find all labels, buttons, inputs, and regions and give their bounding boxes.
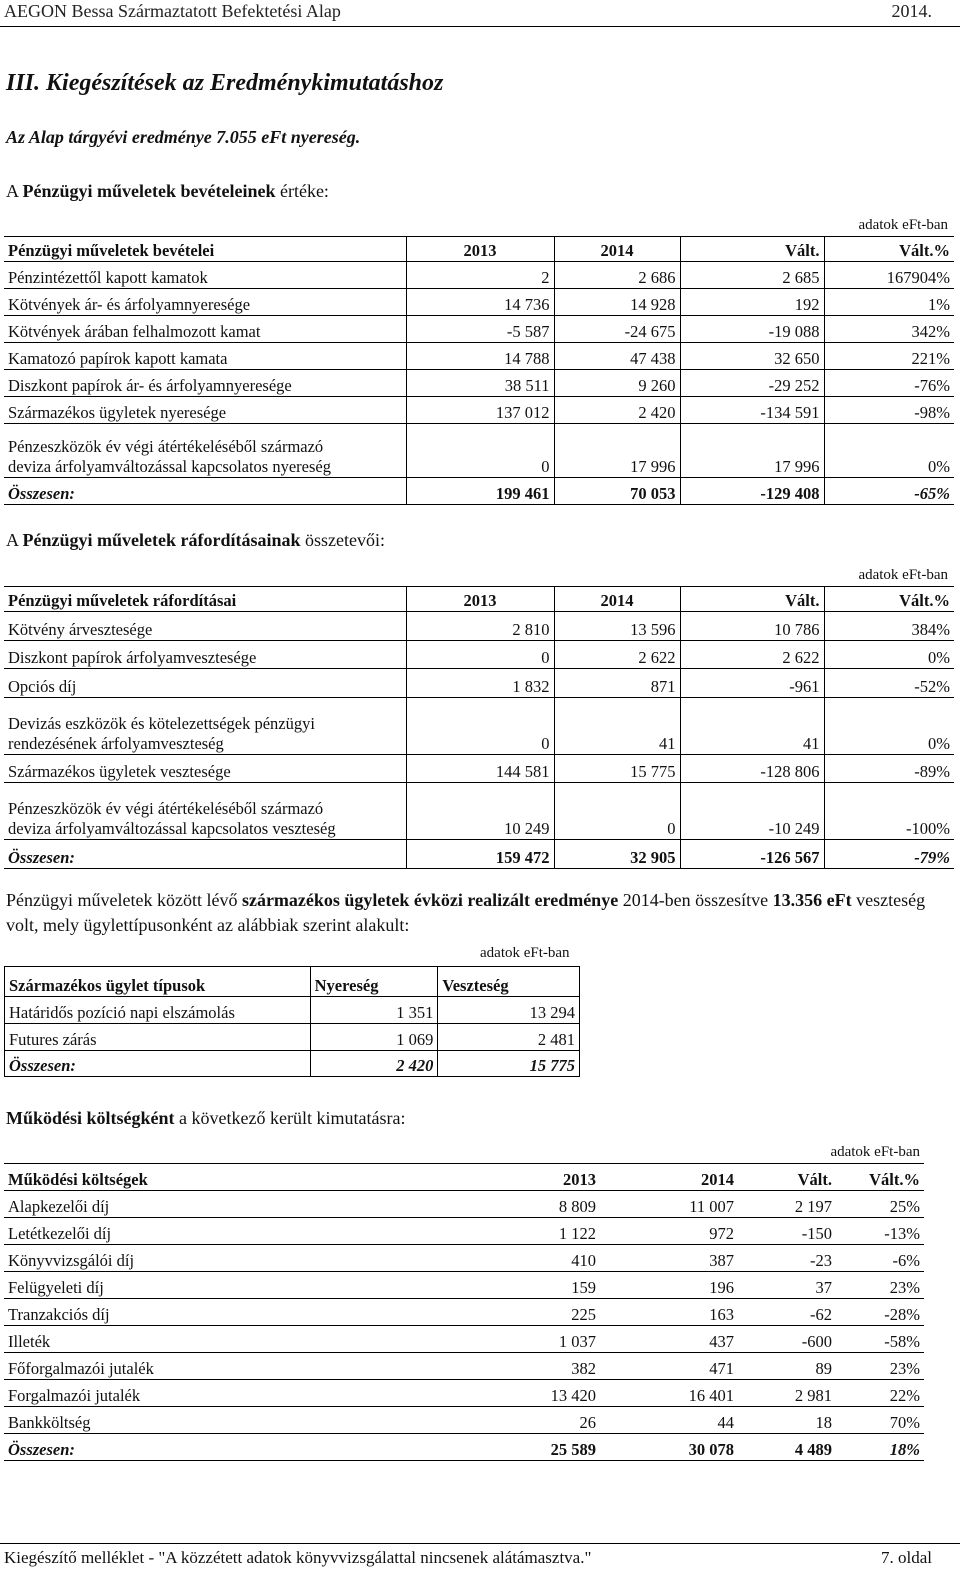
income-cell: 47 438 bbox=[554, 343, 680, 370]
income-table bbox=[4, 236, 954, 505]
expense-cell: 871 bbox=[554, 669, 680, 698]
income-row-label bbox=[4, 316, 406, 343]
expense-cell: -10 249 bbox=[680, 783, 824, 840]
income-cell: 2 420 bbox=[554, 397, 680, 424]
opex-row bbox=[4, 1299, 924, 1326]
expense-intro-post: összetevői: bbox=[300, 530, 385, 550]
income-intro-bold: Pénzügyi műveletek bevételeinek bbox=[22, 181, 276, 201]
opex-total-label: Összesen: bbox=[4, 1434, 484, 1461]
expense-total-cell: 32 905 bbox=[554, 840, 680, 869]
footer-page-number: 7. oldal bbox=[881, 1548, 932, 1567]
derivatives-row bbox=[5, 997, 580, 1024]
expense-row bbox=[4, 783, 954, 840]
expense-cell: 2 622 bbox=[554, 640, 680, 669]
opex-cell: 196 bbox=[600, 1272, 738, 1299]
row-label-text: Pénzeszközök év végi átértékeléséből származó bbox=[8, 437, 324, 456]
expense-col-header: 2013 bbox=[406, 587, 554, 612]
income-intro-pre: A bbox=[6, 181, 23, 201]
expense-cell: 1 832 bbox=[406, 669, 554, 698]
expense-col-header: 2014 bbox=[554, 587, 680, 612]
opex-col-header: 2013 bbox=[484, 1164, 600, 1191]
income-cell: 0 bbox=[406, 424, 554, 478]
expense-row bbox=[4, 697, 954, 754]
opex-cell: 25% bbox=[836, 1191, 924, 1218]
derivatives-total-cell: 15 775 bbox=[438, 1051, 580, 1077]
expense-cell: 0 bbox=[554, 783, 680, 840]
footer-note: Kiegészítő melléklet - "A közzétett adatok könyvvizsgálattal nincsenek alátámasztva." bbox=[4, 1548, 592, 1567]
row-label-text-2: rendezésének árfolyamveszteség bbox=[8, 733, 224, 753]
derivatives-cell: 13 294 bbox=[438, 997, 580, 1024]
opex-total-row bbox=[4, 1434, 924, 1461]
opex-total-cell: 30 078 bbox=[600, 1434, 738, 1461]
income-cell: -5 587 bbox=[406, 316, 554, 343]
income-row bbox=[4, 370, 954, 397]
expense-intro bbox=[6, 530, 385, 551]
row-label-text: Diszkont papírok árfolyamvesztesége bbox=[8, 648, 257, 667]
income-cell: 32 650 bbox=[680, 343, 824, 370]
income-intro bbox=[6, 181, 329, 202]
income-col-header: 2014 bbox=[554, 237, 680, 262]
income-cell: -76% bbox=[824, 370, 954, 397]
opex-row bbox=[4, 1245, 924, 1272]
income-cell: 221% bbox=[824, 343, 954, 370]
opex-cell: 972 bbox=[600, 1218, 738, 1245]
expense-total-row bbox=[4, 840, 954, 869]
row-label-text: Forgalmazói jutalék bbox=[8, 1386, 141, 1405]
expense-cell: 41 bbox=[554, 697, 680, 754]
expense-total-cell: -79% bbox=[824, 840, 954, 869]
row-label-text: Pénzeszközök év végi átértékeléséből származó bbox=[8, 799, 324, 818]
income-total-cell: 70 053 bbox=[554, 478, 680, 505]
income-cell: -19 088 bbox=[680, 316, 824, 343]
derivatives-cell: 1 069 bbox=[310, 1024, 438, 1051]
income-col-header: Vált. bbox=[680, 237, 824, 262]
expense-cell: 15 775 bbox=[554, 754, 680, 783]
opex-cell: 1 122 bbox=[484, 1218, 600, 1245]
income-cell: 14 788 bbox=[406, 343, 554, 370]
derivatives-total-label: Összesen: bbox=[5, 1051, 311, 1077]
income-cell: 2 686 bbox=[554, 262, 680, 289]
opex-cell: 410 bbox=[484, 1245, 600, 1272]
income-cell: 2 685 bbox=[680, 262, 824, 289]
opex-col-header: Működési költségek bbox=[4, 1164, 484, 1191]
income-cell: 0% bbox=[824, 424, 954, 478]
row-label-text: Kötvények árában felhalmozott kamat bbox=[8, 322, 261, 341]
expense-row-label bbox=[4, 697, 406, 754]
expense-cell: -100% bbox=[824, 783, 954, 840]
opex-row bbox=[4, 1326, 924, 1353]
expense-cell: 0% bbox=[824, 697, 954, 754]
income-cell: 2 bbox=[406, 262, 554, 289]
income-cell: 192 bbox=[680, 289, 824, 316]
row-label-text: Alapkezelői díj bbox=[8, 1197, 110, 1216]
page-header bbox=[0, 0, 960, 27]
derivatives-header-row bbox=[5, 967, 580, 997]
expense-cell: -128 806 bbox=[680, 754, 824, 783]
expense-row-label bbox=[4, 754, 406, 783]
expense-cell: 0% bbox=[824, 640, 954, 669]
income-row bbox=[4, 397, 954, 424]
derivative-paragraph bbox=[6, 888, 950, 938]
income-intro-post: értéke: bbox=[275, 181, 329, 201]
expense-col-header: Pénzügyi műveletek ráfordításai bbox=[4, 587, 406, 612]
opex-cell: 16 401 bbox=[600, 1380, 738, 1407]
section-title: III. Kiegészítések az Eredménykimutatáshoz bbox=[6, 70, 444, 96]
opex-cell: -6% bbox=[836, 1245, 924, 1272]
income-cell: 14 928 bbox=[554, 289, 680, 316]
expense-row-label bbox=[4, 640, 406, 669]
row-label-text: Devizás eszközök és kötelezettségek pénzügyi bbox=[8, 713, 315, 733]
derivatives-col-header: Származékos ügylet típusok bbox=[5, 967, 311, 997]
row-label-text: Diszkont papírok ár- és árfolyamnyeresége bbox=[8, 376, 292, 395]
row-label-text: Illeték bbox=[8, 1332, 51, 1351]
expense-header-row bbox=[4, 587, 954, 612]
opex-row bbox=[4, 1380, 924, 1407]
opex-total-cell: 4 489 bbox=[738, 1434, 836, 1461]
opex-cell: 225 bbox=[484, 1299, 600, 1326]
income-cell: 17 996 bbox=[680, 424, 824, 478]
expense-cell: 0 bbox=[406, 697, 554, 754]
derivatives-row-label: Futures zárás bbox=[5, 1024, 311, 1051]
opex-row bbox=[4, 1272, 924, 1299]
derivatives-row bbox=[5, 1024, 580, 1051]
income-col-header: 2013 bbox=[406, 237, 554, 262]
income-cell: 14 736 bbox=[406, 289, 554, 316]
income-row bbox=[4, 424, 954, 478]
opex-cell: 387 bbox=[600, 1245, 738, 1272]
opex-cell: 89 bbox=[738, 1353, 836, 1380]
opex-table bbox=[4, 1163, 924, 1461]
expense-row-label bbox=[4, 612, 406, 641]
income-row-label bbox=[4, 370, 406, 397]
income-cell: 137 012 bbox=[406, 397, 554, 424]
opex-cell: -62 bbox=[738, 1299, 836, 1326]
row-label-text: Kötvény árvesztesége bbox=[8, 619, 153, 639]
expense-cell: 13 596 bbox=[554, 612, 680, 641]
expense-cell: 384% bbox=[824, 612, 954, 641]
opex-intro bbox=[6, 1108, 405, 1129]
opex-row bbox=[4, 1407, 924, 1434]
derivatives-col-header: Veszteség bbox=[438, 967, 580, 997]
income-total-label: Összesen: bbox=[4, 478, 406, 505]
opex-cell: 2 197 bbox=[738, 1191, 836, 1218]
expense-total-label: Összesen: bbox=[4, 840, 406, 869]
row-label-text: Opciós díj bbox=[8, 676, 77, 696]
opex-cell: 382 bbox=[484, 1353, 600, 1380]
opex-header-row bbox=[4, 1164, 924, 1191]
expense-cell: -52% bbox=[824, 669, 954, 698]
opex-intro-bold: Működési költségként bbox=[6, 1108, 175, 1128]
expense-table bbox=[4, 586, 954, 869]
income-cell: 17 996 bbox=[554, 424, 680, 478]
income-col-header: Pénzügyi műveletek bevételei bbox=[4, 237, 406, 262]
opex-cell: -150 bbox=[738, 1218, 836, 1245]
opex-cell: 437 bbox=[600, 1326, 738, 1353]
opex-cell: -28% bbox=[836, 1299, 924, 1326]
income-total-cell: -65% bbox=[824, 478, 954, 505]
opex-cell: 18 bbox=[738, 1407, 836, 1434]
income-row bbox=[4, 343, 954, 370]
row-label-text: Letétkezelői díj bbox=[8, 1224, 112, 1243]
income-cell: 167904% bbox=[824, 262, 954, 289]
opex-cell: 37 bbox=[738, 1272, 836, 1299]
derivatives-total-cell: 2 420 bbox=[310, 1051, 438, 1077]
row-label-text: Felügyeleti díj bbox=[8, 1278, 104, 1297]
expense-row-label bbox=[4, 783, 406, 840]
expense-total-cell: 159 472 bbox=[406, 840, 554, 869]
opex-row bbox=[4, 1353, 924, 1380]
income-row bbox=[4, 316, 954, 343]
income-col-header: Vált.% bbox=[824, 237, 954, 262]
row-label-text: Származékos ügyletek nyeresége bbox=[8, 403, 227, 422]
expense-intro-pre: A bbox=[6, 530, 23, 550]
opex-cell: 22% bbox=[836, 1380, 924, 1407]
opex-row-label bbox=[4, 1218, 484, 1245]
row-label-text-2: deviza árfolyamváltozással kapcsolatos veszteség bbox=[8, 819, 336, 838]
expense-unit: adatok eFt-ban bbox=[858, 567, 948, 583]
income-cell: 38 511 bbox=[406, 370, 554, 397]
income-row-label bbox=[4, 262, 406, 289]
expense-row bbox=[4, 640, 954, 669]
opex-cell: -600 bbox=[738, 1326, 836, 1353]
opex-cell: 159 bbox=[484, 1272, 600, 1299]
expense-cell: 10 786 bbox=[680, 612, 824, 641]
income-row bbox=[4, 289, 954, 316]
opex-cell: 1 037 bbox=[484, 1326, 600, 1353]
para-t3: veszteség volt, mely ügylettípusonként az alábbiak szerint alakult: bbox=[6, 890, 926, 935]
expense-cell: 144 581 bbox=[406, 754, 554, 783]
opex-cell: 163 bbox=[600, 1299, 738, 1326]
income-cell: -134 591 bbox=[680, 397, 824, 424]
opex-cell: 8 809 bbox=[484, 1191, 600, 1218]
expense-row bbox=[4, 612, 954, 641]
opex-cell: 471 bbox=[600, 1353, 738, 1380]
opex-row-label bbox=[4, 1326, 484, 1353]
expense-row bbox=[4, 669, 954, 698]
opex-cell: 23% bbox=[836, 1353, 924, 1380]
row-label-text: Kötvények ár- és árfolyamnyeresége bbox=[8, 295, 251, 314]
expense-row-label bbox=[4, 669, 406, 698]
expense-row bbox=[4, 754, 954, 783]
row-label-text: Bankköltség bbox=[8, 1413, 91, 1432]
opex-total-cell: 25 589 bbox=[484, 1434, 600, 1461]
income-total-cell: -129 408 bbox=[680, 478, 824, 505]
expense-col-header: Vált. bbox=[680, 587, 824, 612]
income-header-row bbox=[4, 237, 954, 262]
income-row-label bbox=[4, 343, 406, 370]
income-row-label bbox=[4, 397, 406, 424]
expense-cell: -89% bbox=[824, 754, 954, 783]
expense-total-cell: -126 567 bbox=[680, 840, 824, 869]
derivatives-row-label: Határidős pozíció napi elszámolás bbox=[5, 997, 311, 1024]
income-unit: adatok eFt-ban bbox=[858, 217, 948, 233]
income-cell: 1% bbox=[824, 289, 954, 316]
derivatives-cell: 2 481 bbox=[438, 1024, 580, 1051]
derivatives-cell: 1 351 bbox=[310, 997, 438, 1024]
income-cell: 9 260 bbox=[554, 370, 680, 397]
para-b1: származékos ügyletek évközi realizált eredménye bbox=[241, 890, 619, 910]
opex-cell: 26 bbox=[484, 1407, 600, 1434]
opex-cell: -23 bbox=[738, 1245, 836, 1272]
expense-cell: 0 bbox=[406, 640, 554, 669]
row-label-text: Tranzakciós díj bbox=[8, 1305, 110, 1324]
income-row-label bbox=[4, 289, 406, 316]
opex-col-header: Vált. bbox=[738, 1164, 836, 1191]
result-line: Az Alap tárgyévi eredménye 7.055 eFt nyereség. bbox=[6, 127, 361, 147]
opex-cell: 44 bbox=[600, 1407, 738, 1434]
opex-row-label bbox=[4, 1353, 484, 1380]
opex-total-cell: 18% bbox=[836, 1434, 924, 1461]
opex-row bbox=[4, 1218, 924, 1245]
para-t2: 2014-ben összesítve bbox=[618, 890, 773, 910]
income-row-label bbox=[4, 424, 406, 478]
expense-cell: 41 bbox=[680, 697, 824, 754]
expense-cell: 2 622 bbox=[680, 640, 824, 669]
opex-cell: 2 981 bbox=[738, 1380, 836, 1407]
opex-row-label bbox=[4, 1380, 484, 1407]
income-total-row bbox=[4, 478, 954, 505]
expense-cell: 2 810 bbox=[406, 612, 554, 641]
opex-row-label bbox=[4, 1299, 484, 1326]
row-label-text: Főforgalmazói jutalék bbox=[8, 1359, 154, 1378]
row-label-text: Könyvvizsgálói díj bbox=[8, 1251, 135, 1270]
opex-row-label bbox=[4, 1407, 484, 1434]
para-b2: 13.356 eFt bbox=[772, 890, 852, 910]
row-label-text: Származékos ügyletek vesztesége bbox=[8, 762, 231, 781]
header-year: 2014. bbox=[891, 1, 932, 21]
expense-cell: 10 249 bbox=[406, 783, 554, 840]
derivatives-total-row bbox=[5, 1051, 580, 1077]
expense-col-header: Vált.% bbox=[824, 587, 954, 612]
opex-unit: adatok eFt-ban bbox=[830, 1144, 920, 1160]
opex-cell: 70% bbox=[836, 1407, 924, 1434]
opex-row bbox=[4, 1191, 924, 1218]
income-cell: -29 252 bbox=[680, 370, 824, 397]
row-label-text: Pénzintézettől kapott kamatok bbox=[8, 268, 208, 287]
derivatives-col-header: Nyereség bbox=[310, 967, 438, 997]
opex-col-header: Vált.% bbox=[836, 1164, 924, 1191]
expense-cell: -961 bbox=[680, 669, 824, 698]
derivatives-table bbox=[4, 966, 580, 1077]
income-row bbox=[4, 262, 954, 289]
opex-intro-post: a következő került kimutatásra: bbox=[174, 1108, 406, 1128]
opex-cell: 11 007 bbox=[600, 1191, 738, 1218]
page-footer bbox=[0, 1543, 960, 1567]
opex-cell: -58% bbox=[836, 1326, 924, 1353]
derivatives-unit: adatok eFt-ban bbox=[480, 945, 570, 961]
opex-row-label bbox=[4, 1245, 484, 1272]
opex-cell: -13% bbox=[836, 1218, 924, 1245]
row-label-text: Kamatozó papírok kapott kamata bbox=[8, 349, 228, 368]
income-cell: -98% bbox=[824, 397, 954, 424]
expense-intro-bold: Pénzügyi műveletek ráfordításainak bbox=[22, 530, 301, 550]
income-cell: -24 675 bbox=[554, 316, 680, 343]
opex-row-label bbox=[4, 1191, 484, 1218]
opex-cell: 23% bbox=[836, 1272, 924, 1299]
row-label-text-2: deviza árfolyamváltozással kapcsolatos nyereség bbox=[8, 457, 331, 476]
header-fund-name: AEGON Bessa Származtatott Befektetési Alap bbox=[4, 1, 341, 21]
para-t1: Pénzügyi műveletek között lévő bbox=[6, 890, 242, 910]
opex-col-header: 2014 bbox=[600, 1164, 738, 1191]
opex-cell: 13 420 bbox=[484, 1380, 600, 1407]
opex-row-label bbox=[4, 1272, 484, 1299]
income-cell: 342% bbox=[824, 316, 954, 343]
income-total-cell: 199 461 bbox=[406, 478, 554, 505]
